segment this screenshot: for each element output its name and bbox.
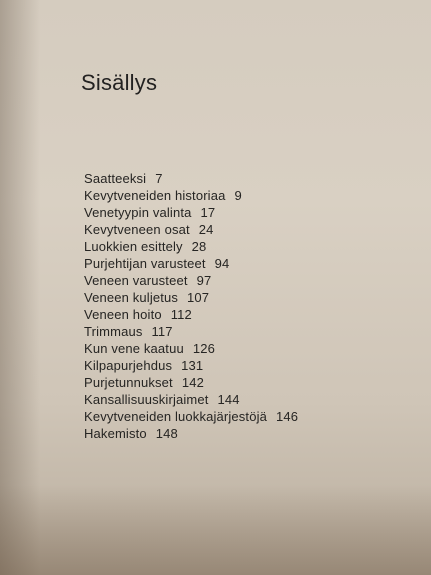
toc-entry-page: 112 bbox=[170, 307, 192, 322]
toc-entry-page: 117 bbox=[151, 324, 173, 339]
toc-entry bbox=[84, 255, 298, 272]
toc-entry-label: Kevytveneen osat bbox=[84, 222, 190, 237]
toc-entry bbox=[84, 289, 298, 306]
toc-entry bbox=[84, 238, 298, 255]
toc-entry-page: 7 bbox=[155, 171, 163, 186]
toc-entry-page: 131 bbox=[181, 358, 204, 373]
toc-entry bbox=[84, 340, 298, 357]
toc-entry-page: 107 bbox=[187, 290, 210, 305]
toc-entry-label: Veneen hoito bbox=[84, 307, 162, 322]
toc-entry bbox=[84, 357, 298, 374]
toc-entry-page: 144 bbox=[217, 392, 240, 407]
toc-entry-page: 148 bbox=[155, 426, 178, 441]
toc-entry-label: Kansallisuuskirjaimet bbox=[84, 392, 209, 407]
toc-entry-label: Hakemisto bbox=[84, 426, 147, 441]
toc-entry-page: 142 bbox=[181, 375, 204, 390]
toc-entry-page: 28 bbox=[191, 239, 207, 254]
toc-entry-label: Veneen varusteet bbox=[84, 273, 188, 288]
toc-entry-page: 97 bbox=[196, 273, 212, 288]
page-title: Sisällys bbox=[81, 70, 158, 95]
toc-entry bbox=[84, 374, 298, 391]
toc-entry-page: 17 bbox=[200, 205, 216, 220]
toc-entry-label: Kevytveneiden luokkajärjestöjä bbox=[84, 409, 267, 424]
toc-entry-label: Kilpapurjehdus bbox=[84, 358, 173, 373]
toc-entry bbox=[84, 425, 298, 442]
table-of-contents bbox=[84, 170, 298, 442]
toc-entry-label: Venetyypin valinta bbox=[84, 205, 192, 220]
toc-entry bbox=[84, 170, 298, 187]
toc-entry-label: Kevytveneiden historiaa bbox=[84, 188, 226, 203]
toc-entry-label: Luokkien esittely bbox=[84, 239, 183, 254]
toc-entry bbox=[84, 323, 298, 340]
toc-entry-label: Purjetunnukset bbox=[84, 375, 173, 390]
toc-entry-label: Kun vene kaatuu bbox=[84, 341, 184, 356]
toc-entry-page: 24 bbox=[198, 222, 214, 237]
toc-entry bbox=[84, 391, 298, 408]
toc-entry bbox=[84, 204, 298, 221]
toc-entry bbox=[84, 272, 298, 289]
toc-entry bbox=[84, 306, 298, 323]
toc-entry-label: Saatteeksi bbox=[84, 171, 147, 186]
toc-entry-page: 146 bbox=[276, 409, 299, 424]
toc-entry bbox=[84, 221, 298, 238]
toc-entry bbox=[84, 408, 298, 425]
toc-entry-label: Trimmaus bbox=[84, 324, 143, 339]
toc-entry-page: 9 bbox=[234, 188, 242, 203]
toc-entry bbox=[84, 187, 298, 204]
toc-entry-page: 94 bbox=[214, 256, 230, 271]
toc-entry-label: Veneen kuljetus bbox=[84, 290, 179, 305]
page-shadow-bottom bbox=[0, 485, 431, 575]
toc-entry-label: Purjehtijan varusteet bbox=[84, 256, 206, 271]
toc-entry-page: 126 bbox=[192, 341, 215, 356]
